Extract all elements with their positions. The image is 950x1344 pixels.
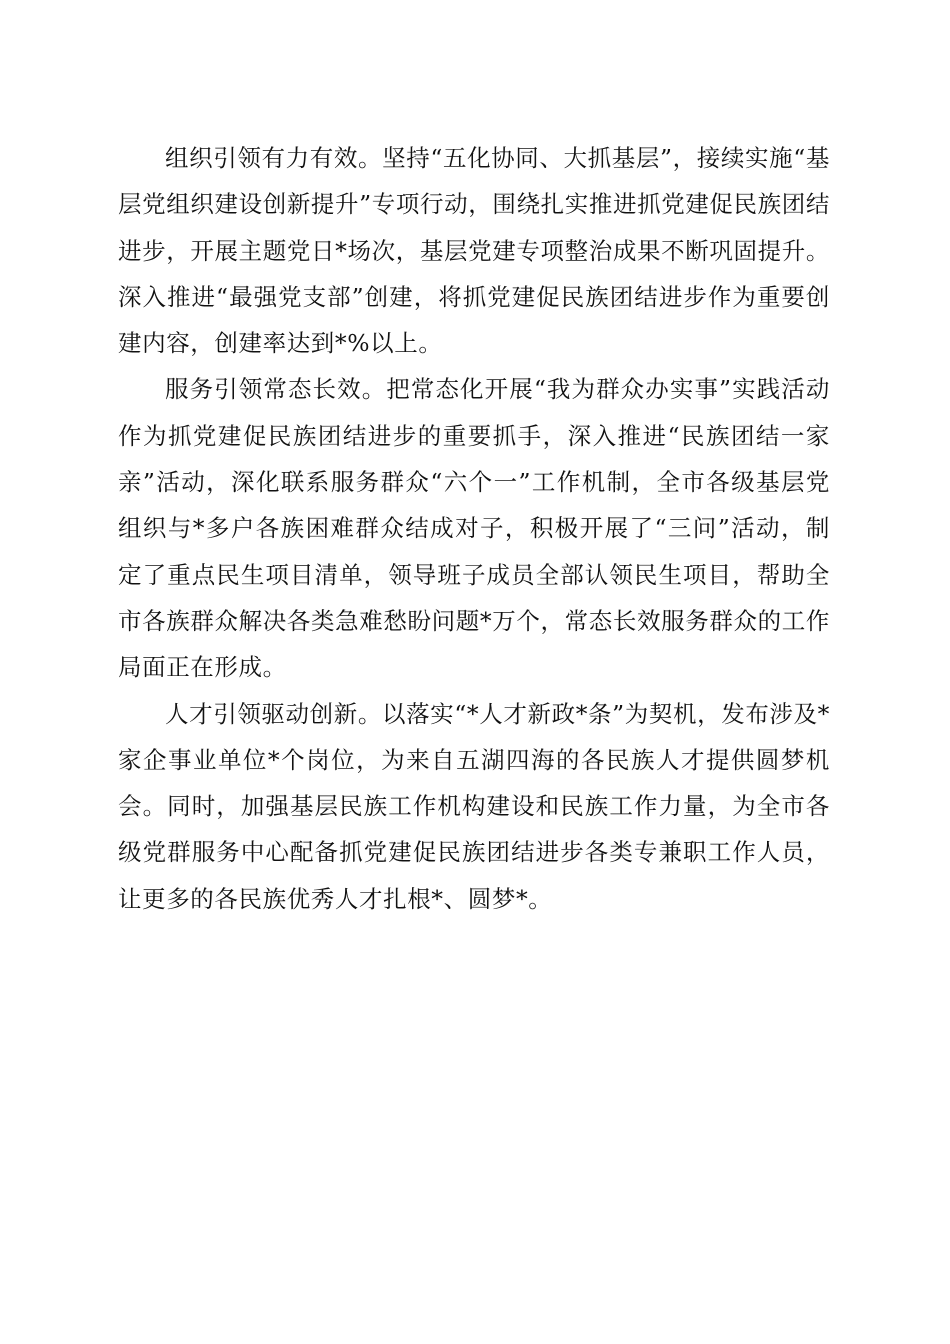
paragraph-service: 服务引领常态长效。把常态化开展“我为群众办实事”实践活动作为抓党建促民族团结进步的重要抓手，深入推进“民族团结一家亲”活动，深化联系服务群众“六个一”工作机制，全市各级基层党组织与*多户各族困难群众结成对子，积极开展了“三问”活动，制定了重点民生项目清单，领导班子成员全部认领民生项目，帮助全市各族群众解决各类急难愁盼问题*万个，常态长效服务群众的工作局面正在形成。 — [118, 375, 830, 682]
paragraph-organization: 组织引领有力有效。坚持“五化协同、大抓基层”，接续实施“基层党组织建设创新提升”专项行动，围绕扎实推进抓党建促民族团结进步，开展主题党日*场次，基层党建专项整治成果不断巩固提升。深入推进“最强党支部”创建，将抓党建促民族团结进步作为重要创建内容，创建率达到*%以上。 — [118, 144, 830, 358]
paragraph-talent: 人才引领驱动创新。以落实“*人才新政*条”为契机，发布涉及*家企事业单位*个岗位，为来自五湖四海的各民族人才提供圆梦机会。同时，加强基层民族工作机构建设和民族工作力量，为全市各级党群服务中心配备抓党建促民族团结进步各类专兼职工作人员，让更多的各民族优秀人才扎根*、圆梦*。 — [118, 699, 830, 913]
document-body — [118, 135, 830, 922]
